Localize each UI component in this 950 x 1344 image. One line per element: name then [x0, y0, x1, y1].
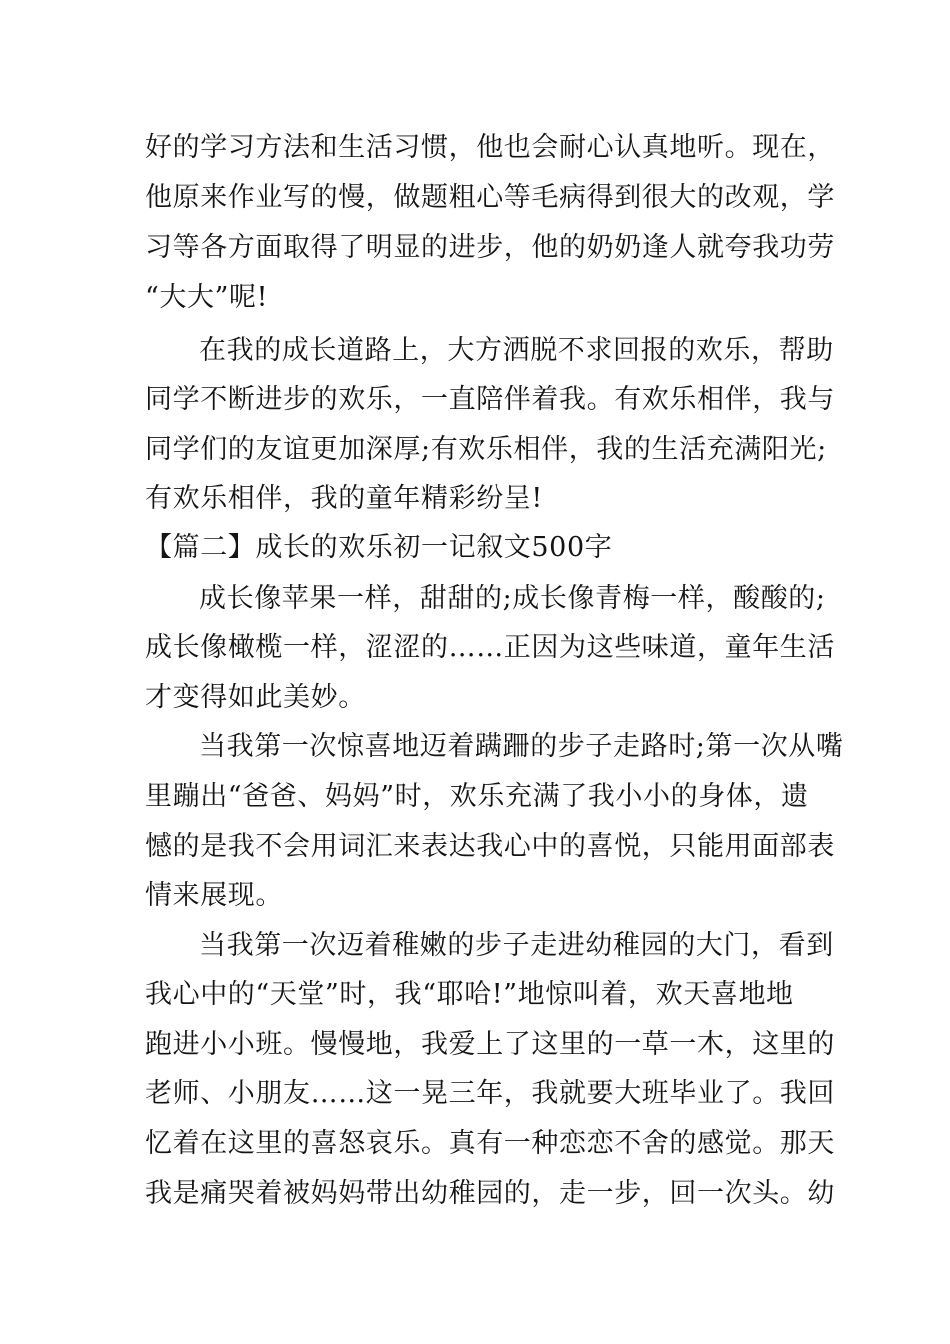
paragraph-line: 同学们的友谊更加深厚;有欢乐相伴，我的生活充满阳光; — [145, 434, 827, 465]
paragraph-line: 情来展现。 — [145, 880, 283, 911]
paragraph-first-line: 在我的成长道路上，大方洒脱不求回报的欢乐，帮助 — [199, 335, 834, 366]
paragraph-line: 我是痛哭着被妈妈带出幼稚园的，走一步，回一次头。幼 — [145, 1178, 835, 1209]
paragraph-line: 老师、小朋友……这一晃三年，我就要大班毕业了。我回 — [145, 1078, 835, 1109]
section-heading: 【篇二】成长的欢乐初一记叙文500字 — [145, 532, 613, 563]
paragraph-line: 跑进小小班。慢慢地，我爱上了这里的一草一木，这里的 — [145, 1029, 835, 1060]
paragraph-line: 里蹦出“爸爸、妈妈”时，欢乐充满了我小小的身体，遗 — [145, 781, 809, 812]
paragraph-line: 有欢乐相伴，我的童年精彩纷呈! — [145, 483, 543, 514]
paragraph-line: 憾的是我不会用词汇来表达我心中的喜悦，只能用面部表 — [145, 831, 835, 862]
paragraph-first-line: 当我第一次迈着稚嫩的步子走进幼稚园的大门，看到 — [199, 930, 834, 961]
paragraph-line: 我心中的“天堂”时，我“耶哈!”地惊叫着，欢天喜地地 — [145, 979, 794, 1010]
paragraph-line: 同学不断进步的欢乐，一直陪伴着我。有欢乐相伴，我与 — [145, 384, 835, 415]
paragraph-line: “大大”呢! — [145, 282, 269, 313]
paragraph-line: 才变得如此美妙。 — [145, 682, 366, 713]
paragraph-first-line: 当我第一次惊喜地迈着蹒跚的步子走路时;第一次从嘴 — [199, 731, 844, 762]
paragraph-line: 习等各方面取得了明显的进步，他的奶奶逢人就夸我功劳 — [145, 232, 835, 263]
paragraph-line: 成长像橄榄一样，涩涩的……正因为这些味道，童年生活 — [145, 632, 835, 663]
paragraph-line: 好的学习方法和生活习惯，他也会耐心认真地听。现在， — [145, 132, 835, 163]
paragraph-first-line: 成长像苹果一样，甜甜的;成长像青梅一样，酸酸的; — [199, 583, 826, 614]
paragraph-line: 忆着在这里的喜怒哀乐。真有一种恋恋不舍的感觉。那天 — [145, 1128, 835, 1159]
paragraph-line: 他原来作业写的慢，做题粗心等毛病得到很大的改观，学 — [145, 182, 835, 213]
